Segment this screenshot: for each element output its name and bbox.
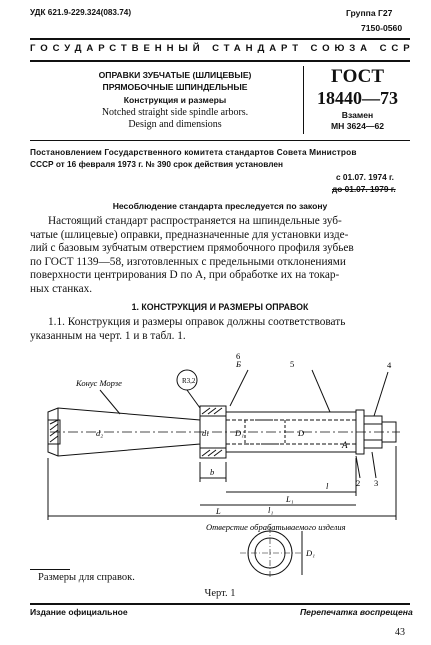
label-6: 6 [236,351,241,361]
gost-label: ГОСТ [330,66,385,87]
validity-from-date: с 01.07. 1974 г. [336,172,394,182]
leader-4 [374,372,388,416]
label-5: 5 [290,359,295,369]
title-divider [303,66,304,134]
label-l: l [326,481,329,491]
title-ru-line1: ОПРАВКИ ЗУБЧАТЫЕ (ШЛИЦЕВЫЕ) [98,70,252,80]
intro-line: поверхности центрирования D по A, при обработке их на токар- [30,269,340,282]
label-3: 3 [374,478,379,488]
page-number: 43 [395,627,405,638]
decree-line2: СССР от 16 февраля 1973 г. № 390 срок действия установлен [30,159,284,169]
intro-line: по ГОСТ 1139—58, изготовленных с предельными отклонениями [30,255,346,268]
footer-rule [30,603,410,605]
standard-banner: ГОСУДАРСТВЕННЫЙ СТАНДАРТ СОЮЗА ССР [30,43,415,54]
arbor-drawing [30,350,410,580]
label-db: D₁ [306,548,316,558]
intro-paragraph [30,215,410,297]
label-b: Б [236,359,242,369]
subtitle-ru: Конструкция и размеры [123,95,227,105]
replaces-label: Взамен [341,110,374,120]
label-d2: d₂ [96,428,104,438]
header-bottom-rule [30,60,410,62]
clause-line: 1.1. Конструкция и размеры оправок должны соответствовать [48,316,346,328]
leader-5 [312,370,330,412]
label-a: А [342,440,348,450]
decree-line1: Постановлением Государственного комитета стандартов Совета Министров [30,147,357,157]
label-surface: Отверстие обрабатываемого изделия [206,522,346,532]
section-heading: 1. КОНСТРУКЦИЯ И РАЗМЕРЫ ОПРАВОК [131,302,309,312]
group-code: Группа Г27 [346,8,393,18]
label-d1: D₁ [235,428,245,438]
validity-to-date: до 01.07. 1979 г. [332,184,396,194]
title-en-line1: Notched straight side spindle arbors. [101,107,249,118]
label-lk: L₁ [286,494,294,504]
intro-line: лий с базовым зубчатым отверстием прямобочного профиля зубьев [30,242,354,255]
intro-line: Настоящий стандарт распространяется на шпиндельные зуб- [48,215,342,227]
udk-code: УДК 621.9-229.324(083.74) [30,8,132,17]
intro-line: ных станках. [30,282,93,295]
label-l1: l₁ [268,505,274,515]
label-dt: dₜ [202,428,209,438]
footnote-rule [30,569,70,570]
gost-number: 18440—73 [317,88,398,108]
replaces-value: МН 3624—62 [330,121,385,131]
label-d: D [298,428,305,438]
classifier-code: 7150-0560 [361,23,403,33]
label-4: 4 [387,360,392,370]
label-b-dim: b [210,467,215,477]
header-top-rule [30,38,410,40]
law-warning: Несоблюдение стандарта преследуется по закону [112,201,328,211]
leader-6 [230,370,248,406]
intro-line: чатые (шлицевые) оправки, предназначенные для установки изде- [30,228,349,241]
clause-paragraph [30,316,410,343]
title-ru-line2: ПРЯМОБОЧНЫЕ ШПИНДЕЛЬНЫЕ [102,82,248,92]
label-L: L [216,506,221,516]
footnote: Размеры для справок. [38,572,135,583]
clause-line: указанным на черт. 1 и в табл. 1. [30,329,186,342]
leader-3 [372,452,376,478]
figure-caption: Черт. 1 [204,588,236,599]
label-morse-cone: Конус Морзе [76,378,122,388]
leader-2 [356,456,360,478]
title-en-line2: Design and dimensions [128,119,222,130]
label-2: 2 [356,478,361,488]
label-roughness: R3,2 [182,377,196,385]
footer-edition: Издание официальное [30,607,128,617]
title-bottom-rule [30,140,410,141]
footer-reprint: Перепечатка воспрещена [300,607,413,617]
morse-leader [100,390,120,414]
